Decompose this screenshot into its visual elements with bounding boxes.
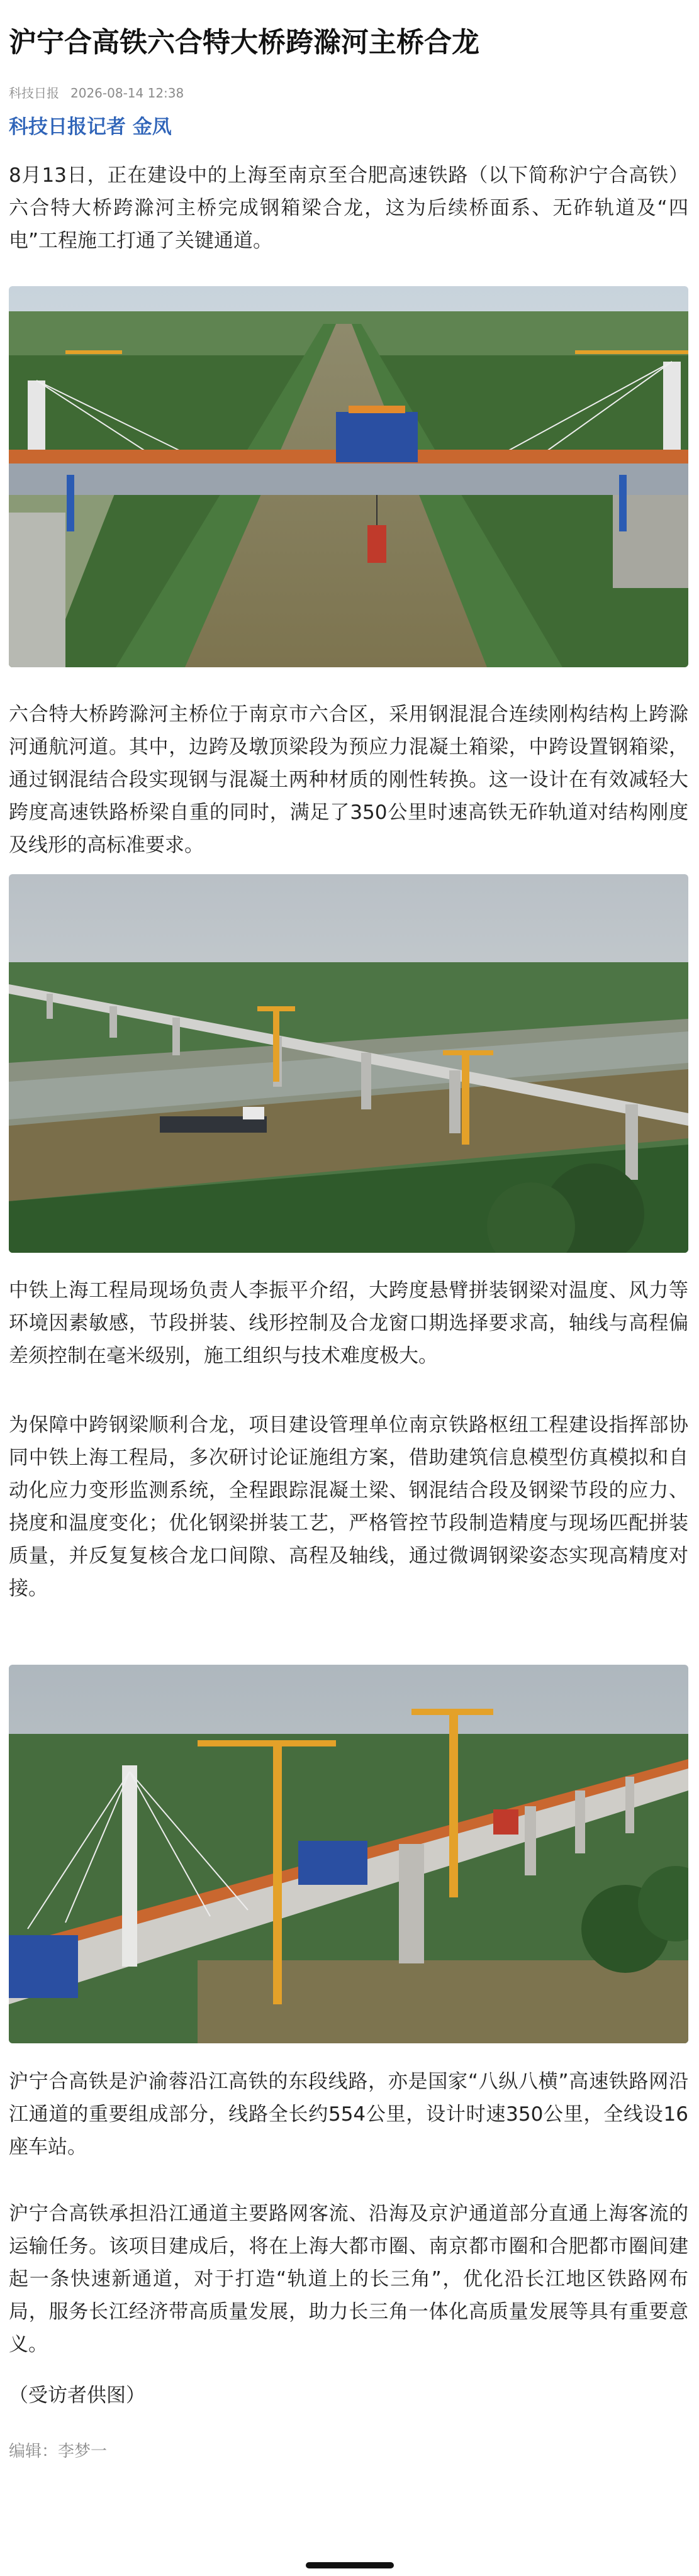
paragraph-6: 沪宁合高铁承担沿江通道主要路网客流、沿海及京沪通道部分直通上海客流的运输任务。该项目建成后，将在上海大都市圈、南京都市圈和合肥都市圈间建起一条快速新通道，对于打造“轨道上的长三角”，优化沿长江地区铁路网布局，服务长江经济带高质量发展，助力长三角一体化高质量发展等具有重要意义。 [9, 2202, 688, 2356]
photo-viaduct-river [9, 874, 688, 1253]
paragraph-1: 8月13日，正在建设中的上海至南京至合肥高速铁路（以下简称沪宁合高铁）六合特大桥跨滁河主桥完成钢箱梁合龙，这为后续桥面系、无砟轨道及“四电”工程施工打通了关键通道。 [9, 164, 688, 252]
paragraph-4: 为保障中跨钢梁顺利合龙，项目建设管理单位南京铁路枢纽工程建设指挥部协同中铁上海工程局，多次研讨论证施组方案，借助建筑信息模型仿真模拟和自动化应力变形监测系统，全程跟踪混凝土梁、钢混结合段及钢梁节段的应力、挠度和温度变化；优化钢梁拼装工艺，严格管控节段制造精度与现场匹配拼装质量，并反复复核合龙口间隙、高程及轴线，通过微调钢梁姿态实现高精度对接。 [9, 1414, 688, 1600]
article-byline: 科技日报记者 金凤 [9, 116, 172, 138]
home-indicator[interactable] [306, 2562, 394, 2568]
paragraph-3: 中铁上海工程局现场负责人李振平介绍，大跨度悬臂拼装钢梁对温度、风力等环境因素敏感，节段拼装、线形控制及合龙窗口期选择要求高，轴线与高程偏差须控制在毫米级别，施工组织与技术难度极大。 [9, 1279, 688, 1367]
article-datetime: 2026-08-14 12:38 [70, 86, 184, 101]
photo-bridge-construction [9, 1665, 688, 2043]
article-editor: 编辑：李梦一 [9, 2442, 108, 2461]
photo-credit: （受访者供图） [9, 2384, 145, 2407]
paragraph-5: 沪宁合高铁是沪渝蓉沿江高铁的东段线路，亦是国家“八纵八横”高速铁路网沿江通道的重要组成部分，线路全长约554公里，设计时速350公里，全线设16座车站。 [9, 2070, 688, 2158]
article-meta [9, 84, 184, 102]
article-source: 科技日报 [9, 86, 59, 101]
photo-bridge-aerial [9, 286, 688, 667]
article-title: 沪宁合高铁六合特大桥跨滁河主桥合龙 [9, 26, 479, 58]
paragraph-2: 六合特大桥跨滁河主桥位于南京市六合区，采用钢混混合连续刚构结构上跨滁河通航河道。其中，边跨及墩顶梁段为预应力混凝土箱梁，中跨设置钢箱梁，通过钢混结合段实现钢与混凝土两种材质的刚性转换。这一设计在有效减轻大跨度高速铁路桥梁自重的同时，满足了350公里时速高铁无砟轨道对结构刚度及线形的高标准要求。 [9, 703, 688, 857]
